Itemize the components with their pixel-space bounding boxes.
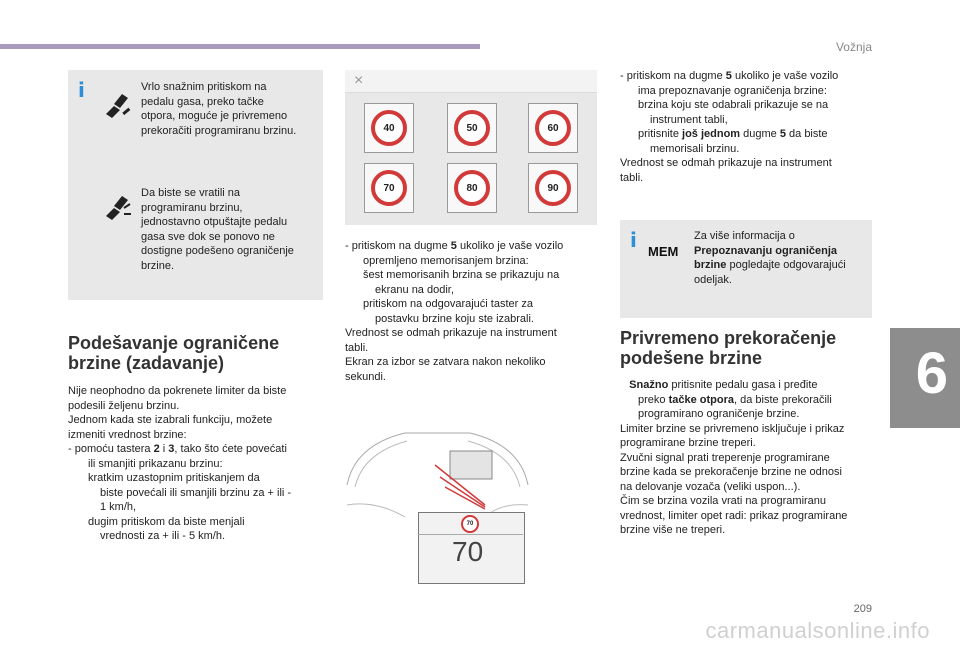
mem-label: MEM <box>648 244 679 259</box>
speed-sign-button[interactable] <box>447 103 497 153</box>
column2-text: - pritiskom na dugme 5 ukoliko je vaše vozilo opremljeno memorisanjem brzina: šest memorisanih brzina se prikazuju na ekranu na dodir, pritiskom na odgovarajući taster za postavku brzine koju ste izabrali. Vrednost se odmah prikazuje na instrument tabli. Ekran za izbor se zatvara nakon nekoliko sekundi. <box>345 240 564 383</box>
cluster-divider <box>418 534 523 535</box>
panel-header <box>345 70 597 93</box>
section1-text: Nije neophodno da pokrenete limiter da biste podesili željenu brzinu. Jednom kada ste izabrali funkciju, možete izmeniti vrednost brzine: - pomoću tastera 2 i 3, tako što ćete povećati ili smanjiti prikazanu brzinu: kratkim uzastopnim pritiskanjem da biste povećali ili smanjili brzinu za + ili - 1 km/h, dugim pritiskom da biste menjali vrednosti za + ili - 5 km/h. <box>68 385 292 542</box>
info-text-2: Da biste se vratili na programiranu brzinu, jednostavno otpuštajte pedalu gasa sve dok se ponovo ne dostigne podešeno ograničenje brzine. <box>141 187 294 272</box>
speed-sign-button[interactable] <box>528 103 578 153</box>
watermark: carmanualsonline.info <box>705 618 930 643</box>
speed-sign: 90 <box>535 170 571 206</box>
speed-sign: 80 <box>454 170 490 206</box>
close-icon[interactable]: × <box>354 72 364 89</box>
speed-sign-button[interactable] <box>364 103 414 153</box>
foot-pedal-icon <box>100 88 134 122</box>
mem-info-text: Za više informacija o Prepoznavanju ograničenja brzine pogledajte odgovarajući odeljak. <box>694 230 846 286</box>
chapter-number: 6 <box>915 341 948 406</box>
header-bar <box>0 44 480 49</box>
speed-sign-button[interactable] <box>447 163 497 213</box>
speed-sign: 70 <box>371 170 407 206</box>
info-text-1: Vrlo snažnim pritiskom na pedalu gasa, preko tačke otpora, moguće je privremeno prekoračiti programiranu brzinu. <box>141 81 297 137</box>
section-name: Vožnja <box>835 40 872 54</box>
section-title-setting: Podešavanje ograničene brzine (zadavanje) <box>68 333 280 373</box>
page-number: 209 <box>853 603 872 615</box>
speed-sign-button[interactable] <box>528 163 578 213</box>
speed-sign-button[interactable] <box>364 163 414 213</box>
speed-sign: 60 <box>535 110 571 146</box>
section2-text: Snažno pritisnite pedalu gasa i pređite preko tačke otpora, da biste prekoračili programirano ograničenje brzine. Limiter brzine se privremeno isključuje i prikaz programirane brzine treperi. Zvučni signal prati treperenje programirane brzine kada se prekoračenje brzine ne odnosi na delovanje vozača (veliki uspon...). Čim se brzina vozila vrati na programiranu vrednost, limiter opet radi: prikaz programirane brzine više ne treperi. <box>620 379 848 536</box>
section-title-override: Privremeno prekoračenje podešene brzine <box>620 328 837 368</box>
info-icon: i <box>78 78 85 102</box>
speed-sign: 50 <box>454 110 490 146</box>
column3-text: - pritiskom na dugme 5 ukoliko je vaše vozilo ima prepoznavanje ograničenja brzine: brzina koju ste odabrali prikazuje se na instrument tabli, pritisnite još jednom dugme 5 da biste memorisali brzinu. Vrednost se odmah prikazuje na instrument tabli. <box>620 70 839 184</box>
cluster-speed-sign: 70 <box>461 515 479 533</box>
foot-pedal-release-icon <box>100 190 134 224</box>
cluster-speed-value: 70 <box>452 536 484 567</box>
speed-sign: 40 <box>371 110 407 146</box>
info-icon: i <box>630 228 637 252</box>
